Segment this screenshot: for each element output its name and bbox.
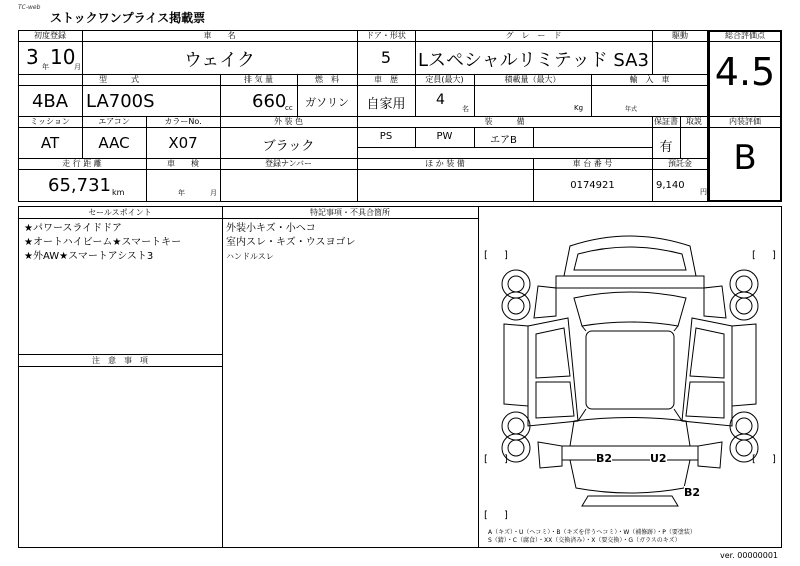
load-unit: Kg	[574, 104, 584, 112]
yen-unit: 円	[700, 188, 707, 196]
history: 自家用	[366, 97, 406, 112]
diagram-bracket: ]	[772, 250, 776, 261]
label-mileage: 走 行 距 離	[62, 159, 102, 168]
label-equipment: 装 備	[484, 117, 525, 126]
label-manual: 取説	[686, 117, 702, 126]
label-other-equip: ほ か 装 備	[425, 159, 465, 168]
label-color-no: カラーNo.	[164, 117, 202, 126]
mission: AT	[40, 134, 60, 152]
label-capacity: 定員(最大)	[425, 75, 464, 84]
label-first-reg: 初度登録	[34, 31, 66, 40]
model: LA700S	[86, 91, 155, 112]
capacity-unit: 名	[462, 105, 469, 113]
logo: TC-web	[18, 4, 41, 11]
deposit-price: 9,140	[656, 180, 685, 191]
equip-pw: PW	[436, 131, 453, 142]
label-mission: ミッション	[30, 117, 70, 126]
chassis-number: 0174921	[570, 180, 615, 191]
label-warranty: 保証書	[654, 117, 678, 126]
label-chassis: 車 台 番 号	[572, 159, 613, 168]
vehicle-damage-diagram	[478, 206, 782, 548]
overall-score: 4.5	[714, 50, 776, 94]
version-label: ver. 00000001	[720, 551, 779, 560]
label-car-name: 車 名	[203, 31, 236, 40]
label-exterior-color: 外 装 色	[273, 117, 304, 126]
diagram-legend: A（キズ）・U（ヘコミ）・B（キズを伴うヘコミ）・W（補修跡）・P（要塗装）	[488, 529, 696, 536]
label-inspection: 車 検	[167, 159, 199, 168]
aircon: AAC	[98, 134, 130, 152]
car-name: ウェイク	[184, 50, 255, 71]
label-doors: ドア・形状	[366, 31, 406, 40]
label-price: 預託金	[668, 159, 692, 168]
doors: 5	[380, 48, 392, 67]
color-no: X07	[168, 134, 198, 152]
equip-ps: PS	[379, 131, 393, 142]
diagram-bracket: [	[484, 250, 488, 261]
first-reg-year: 3	[26, 45, 39, 69]
warranty: 有	[659, 140, 673, 155]
label-drive: 駆動	[672, 31, 688, 40]
cc-unit: cc	[285, 104, 293, 112]
diagram-bracket: ]	[504, 510, 508, 521]
diagram-bracket: [	[752, 250, 756, 261]
damage-mark: B2	[684, 486, 701, 499]
label-sales-points: セールスポイント	[88, 208, 152, 217]
diagram-bracket: ]	[504, 454, 508, 465]
interior-score: B	[733, 138, 757, 178]
inspection-month-unit: 月	[210, 189, 217, 197]
label-displacement: 排 気 量	[243, 75, 274, 84]
label-import: 輸 入 車	[629, 75, 670, 84]
month-unit: 月	[74, 63, 81, 71]
year-unit: 年	[42, 63, 49, 71]
label-aircon: エアコン	[98, 117, 130, 126]
document-title: ストックワンプライス掲載票	[50, 11, 206, 25]
equip-airbag: エアB	[490, 135, 517, 146]
diagram-bracket: [	[484, 454, 488, 465]
mileage: 65,731	[48, 175, 111, 196]
diagram-bracket: ]	[772, 454, 776, 465]
sales-point-item: ★パワースライドドア	[24, 223, 122, 234]
label-history: 車 歴	[374, 75, 398, 84]
diagram-bracket: [	[752, 454, 756, 465]
remark-item: ハンドルスレ	[226, 252, 274, 261]
remark-item: 外装小キズ・小ヘコ	[226, 223, 316, 234]
capacity: 4	[436, 92, 445, 108]
diagram-bracket: ]	[504, 250, 508, 261]
fuel: ガソリン	[305, 96, 349, 109]
displacement: 660	[252, 91, 287, 112]
exterior-color: ブラック	[262, 139, 315, 154]
label-fuel: 燃 料	[315, 75, 339, 84]
grade: Lスペシャルリミテッド SA3	[418, 50, 649, 71]
damage-mark: U2	[650, 452, 667, 465]
diagram-legend: S（錆）・C（腐食）・XX（交換済み）・X（要交換）・G（ガラスのキズ）	[488, 537, 681, 544]
sales-point-item: ★外AW★スマートアシスト3	[24, 251, 154, 262]
label-model: 型 式	[99, 75, 139, 84]
damage-mark: B2	[596, 452, 613, 465]
label-overall-score: 総合評価点	[725, 31, 765, 40]
inspection-year-unit: 年	[178, 189, 185, 197]
model-prefix: 4BA	[31, 91, 69, 112]
label-remarks: 特記事項・不具合箇所	[310, 208, 390, 217]
sales-point-item: ★オートハイビーム★スマートキー	[24, 237, 182, 248]
diagram-bracket: [	[484, 510, 488, 521]
label-load: 積載量（最大）	[504, 75, 561, 84]
label-plate: 登録ナンバー	[264, 159, 313, 168]
first-reg-month: 10	[50, 45, 76, 69]
label-interior-score: 内装評価	[729, 117, 761, 126]
label-grade: グ レ ー ド	[505, 31, 562, 40]
remark-item: 室内スレ・キズ・ウスヨゴレ	[226, 237, 356, 248]
km-unit: km	[112, 188, 125, 197]
label-notes: 注 意 事 項	[92, 356, 148, 365]
model-year-unit: 年式	[625, 106, 638, 113]
